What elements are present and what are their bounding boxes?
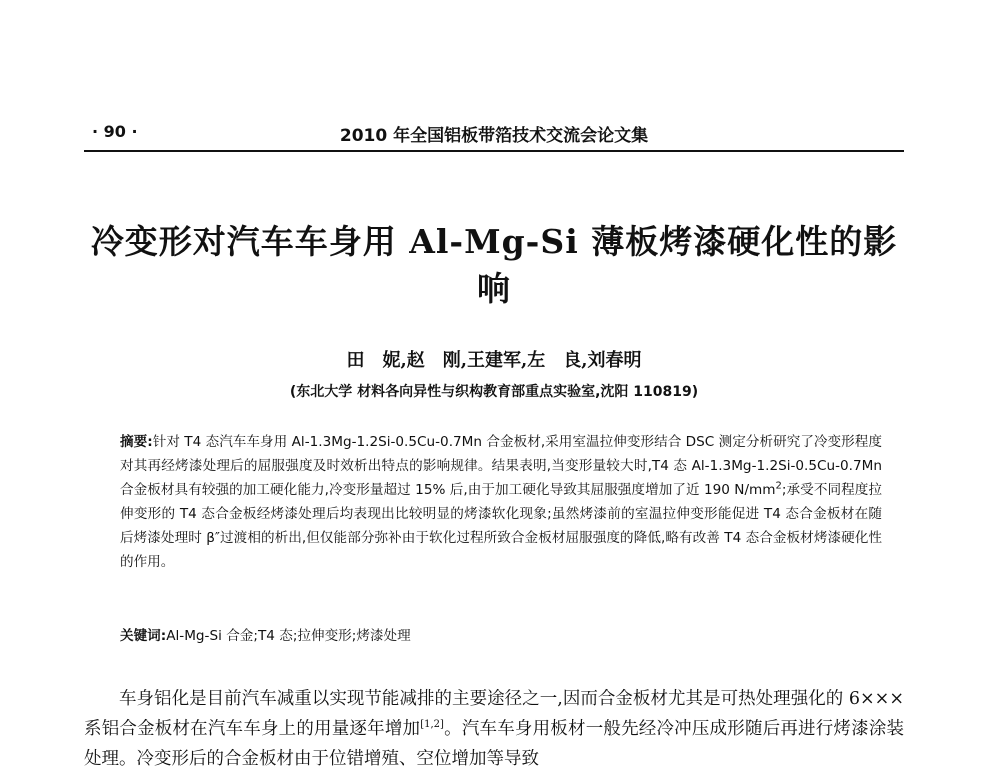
abstract-text-part1: 针对 T4 态汽车车身用 Al-1.3Mg-1.2Si-0.5Cu-0.7Mn 合金板材,采用室温拉伸变形结合 DSC 测定分析研究了冷变形程度对其再经烤漆处理后的屈服强度及时效析出特点的影响规律。结果表明,当变形量较大时,T4 态 Al-1.3Mg-1.2Si-0.5Cu-0.7Mn 合金板材具有较强的加工硬化能力,冷变形量超过 15% 后,由于加工硬化导致其屈服强度增加了近 190 N/mm [120,434,882,498]
body-paragraph [84,684,904,774]
page-number: · 90 · [92,122,138,141]
running-header [84,118,904,148]
abstract-label: 摘要: [120,434,153,450]
article-title: 冷变形对汽车车身用 Al-Mg-Si 薄板烤漆硬化性的影响 [90,222,898,308]
keywords-text: Al-Mg-Si 合金;T4 态;拉伸变形;烤漆处理 [166,628,411,644]
author-list: 田 妮,赵 刚,王建军,左 良,刘春明 [346,350,642,371]
abstract-text-part2: ;承受不同程度拉伸变形的 T4 态合金板经烤漆处理后均表现出比较明显的烤漆软化现象;虽然烤漆前的室温拉伸变形能促进 T4 态合金板材在随后烤漆处理时 β″过渡相的析出,但仅能部分弥补由于软化过程所致合金板材屈服强度的降低,略有改善 T4 态合金板材烤漆硬化性的作用。 [120,482,882,570]
body-text-part2: 。汽车车身用板材一般先经冷冲压成形随后再进行烤漆涂装处理。冷变形后的合金板材由于位错增殖、空位增加等导致 [84,719,905,769]
journal-title: 2010 年全国铝板带箔技术交流会论文集 [339,126,649,146]
affiliation: (东北大学 材料各向异性与织构教育部重点实验室,沈阳 110819) [289,384,699,400]
abstract [120,430,882,574]
body-text-part1: 车身铝化是目前汽车减重以实现节能减排的主要途径之一,因而合金板材尤其是可热处理强化的 6××× 系铝合金板材在汽车车身上的用量逐年增加 [84,689,904,739]
keywords [120,624,882,648]
citation: [1,2] [420,719,444,731]
abstract-superscript: 2 [775,480,782,492]
header-rule [84,150,904,152]
keywords-label: 关键词: [120,628,167,644]
